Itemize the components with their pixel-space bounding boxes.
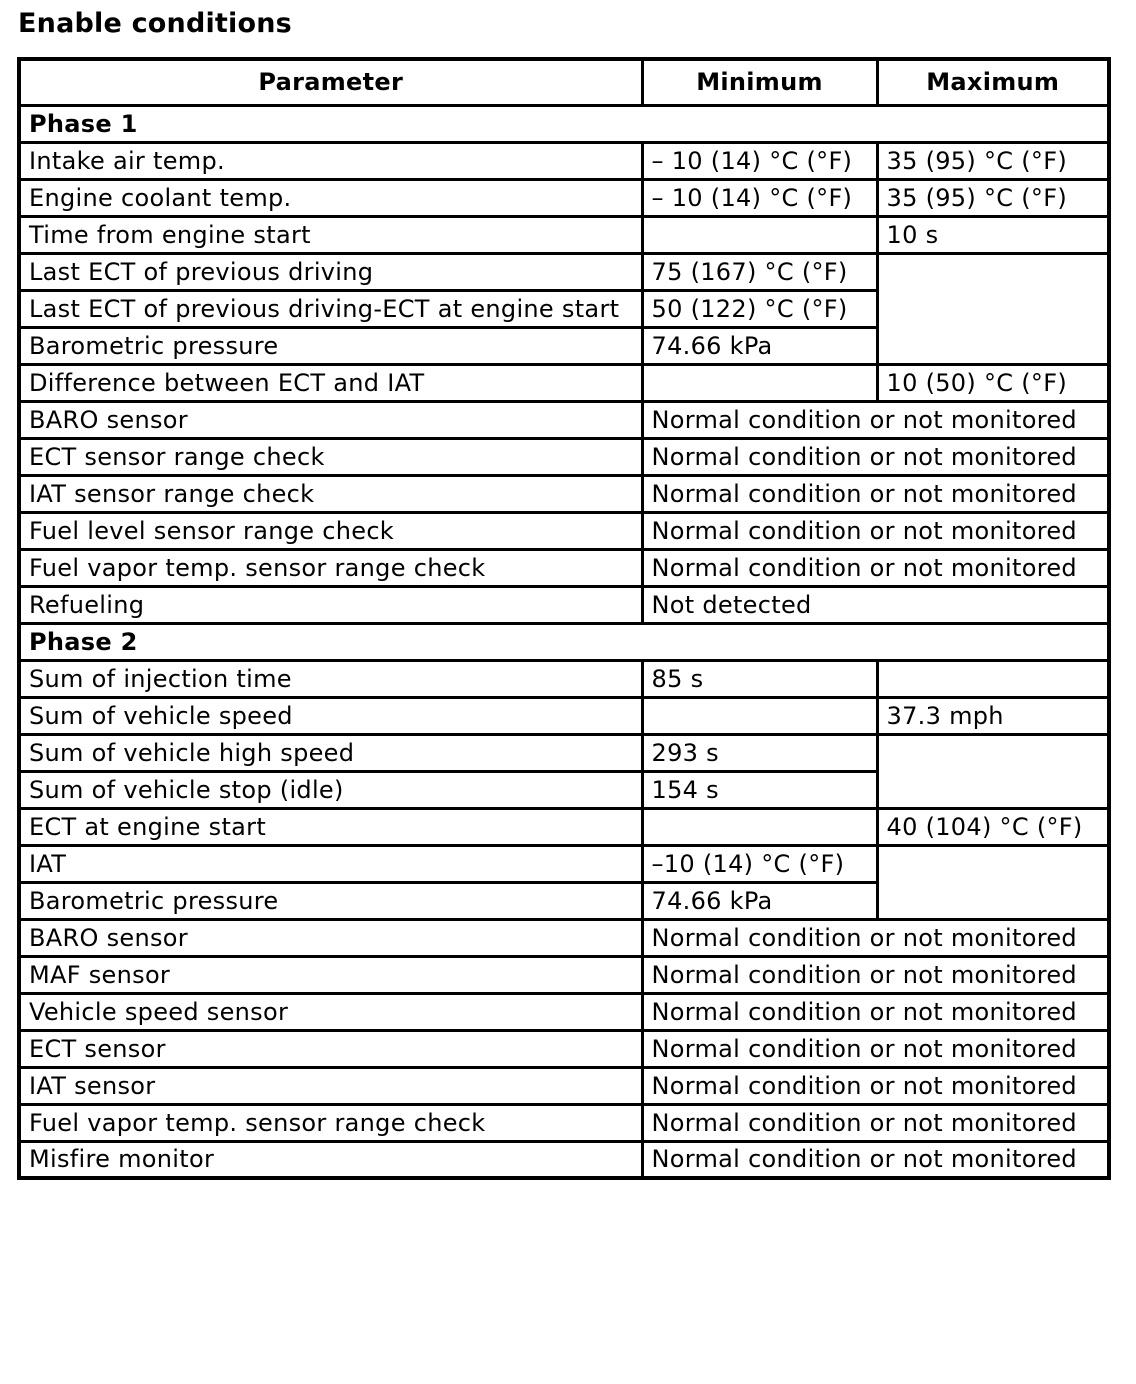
param-cell: Vehicle speed sensor: [19, 993, 642, 1030]
param-cell: Barometric pressure: [19, 882, 642, 919]
table-row: [19, 179, 1109, 216]
max-cell: 40 (104) °C (°F): [877, 808, 1109, 845]
table-row: [19, 993, 1109, 1030]
min-cell: 85 s: [642, 660, 877, 697]
param-cell: BARO sensor: [19, 401, 642, 438]
value-cell: Normal condition or not monitored: [642, 401, 1109, 438]
param-cell: Engine coolant temp.: [19, 179, 642, 216]
phase-row: [19, 105, 1109, 142]
min-cell: 154 s: [642, 771, 877, 808]
min-cell: 74.66 kPa: [642, 882, 877, 919]
table-row: [19, 475, 1109, 512]
param-cell: IAT: [19, 845, 642, 882]
min-cell: – 10 (14) °C (°F): [642, 142, 877, 179]
param-cell: Sum of injection time: [19, 660, 642, 697]
param-cell: Difference between ECT and IAT: [19, 364, 642, 401]
max-cell: 35 (95) °C (°F): [877, 179, 1109, 216]
header-minimum: Minimum: [642, 59, 877, 105]
value-cell: Not detected: [642, 586, 1109, 623]
param-cell: Last ECT of previous driving: [19, 253, 642, 290]
param-cell: Fuel level sensor range check: [19, 512, 642, 549]
param-cell: Refueling: [19, 586, 642, 623]
page-title: Enable conditions: [18, 8, 292, 39]
max-cell: [877, 253, 1109, 364]
table-row: [19, 734, 1109, 771]
param-cell: IAT sensor: [19, 1067, 642, 1104]
value-cell: Normal condition or not monitored: [642, 549, 1109, 586]
param-cell: Intake air temp.: [19, 142, 642, 179]
min-cell: 75 (167) °C (°F): [642, 253, 877, 290]
phase-2-label: Phase 2: [19, 623, 1109, 660]
param-cell: ECT sensor: [19, 1030, 642, 1067]
value-cell: Normal condition or not monitored: [642, 1030, 1109, 1067]
value-cell: Normal condition or not monitored: [642, 919, 1109, 956]
value-cell: Normal condition or not monitored: [642, 512, 1109, 549]
param-cell: Fuel vapor temp. sensor range check: [19, 1104, 642, 1141]
param-cell: IAT sensor range check: [19, 475, 642, 512]
value-cell: Normal condition or not monitored: [642, 956, 1109, 993]
min-cell: 50 (122) °C (°F): [642, 290, 877, 327]
max-cell: [877, 660, 1109, 697]
table-row: [19, 845, 1109, 882]
value-cell: Normal condition or not monitored: [642, 1104, 1109, 1141]
header-maximum: Maximum: [877, 59, 1109, 105]
table-row: [19, 808, 1109, 845]
param-cell: Fuel vapor temp. sensor range check: [19, 549, 642, 586]
table-row: [19, 660, 1109, 697]
header-row: [19, 59, 1109, 105]
table-row: [19, 697, 1109, 734]
table-row: [19, 142, 1109, 179]
table-row: [19, 253, 1109, 290]
min-cell: 74.66 kPa: [642, 327, 877, 364]
param-cell: Sum of vehicle stop (idle): [19, 771, 642, 808]
param-cell: Sum of vehicle speed: [19, 697, 642, 734]
table-row: [19, 1030, 1109, 1067]
table-row: [19, 1141, 1109, 1178]
min-cell: [642, 808, 877, 845]
param-cell: Sum of vehicle high speed: [19, 734, 642, 771]
table-row: [19, 216, 1109, 253]
max-cell: [877, 845, 1109, 919]
value-cell: Normal condition or not monitored: [642, 1067, 1109, 1104]
header-parameter: Parameter: [19, 59, 642, 105]
table-row: [19, 512, 1109, 549]
table-row: [19, 919, 1109, 956]
table-row: [19, 438, 1109, 475]
min-cell: 293 s: [642, 734, 877, 771]
param-cell: Barometric pressure: [19, 327, 642, 364]
min-cell: –10 (14) °C (°F): [642, 845, 877, 882]
table-row: [19, 549, 1109, 586]
phase-row: [19, 623, 1109, 660]
min-cell: – 10 (14) °C (°F): [642, 179, 877, 216]
value-cell: Normal condition or not monitored: [642, 1141, 1109, 1178]
value-cell: Normal condition or not monitored: [642, 475, 1109, 512]
param-cell: Time from engine start: [19, 216, 642, 253]
value-cell: Normal condition or not monitored: [642, 438, 1109, 475]
table-row: [19, 1104, 1109, 1141]
param-cell: Last ECT of previous driving-ECT at engine start: [19, 290, 642, 327]
max-cell: 37.3 mph: [877, 697, 1109, 734]
param-cell: BARO sensor: [19, 919, 642, 956]
enable-conditions-table: [17, 57, 1111, 1180]
param-cell: ECT at engine start: [19, 808, 642, 845]
min-cell: [642, 697, 877, 734]
max-cell: 35 (95) °C (°F): [877, 142, 1109, 179]
max-cell: 10 (50) °C (°F): [877, 364, 1109, 401]
max-cell: [877, 734, 1109, 808]
table-row: [19, 364, 1109, 401]
max-cell: 10 s: [877, 216, 1109, 253]
param-cell: MAF sensor: [19, 956, 642, 993]
param-cell: ECT sensor range check: [19, 438, 642, 475]
param-cell: Misfire monitor: [19, 1141, 642, 1178]
min-cell: [642, 364, 877, 401]
table-row: [19, 1067, 1109, 1104]
value-cell: Normal condition or not monitored: [642, 993, 1109, 1030]
min-cell: [642, 216, 877, 253]
table-row: [19, 956, 1109, 993]
table-row: [19, 401, 1109, 438]
phase-1-label: Phase 1: [19, 105, 1109, 142]
table-row: [19, 586, 1109, 623]
